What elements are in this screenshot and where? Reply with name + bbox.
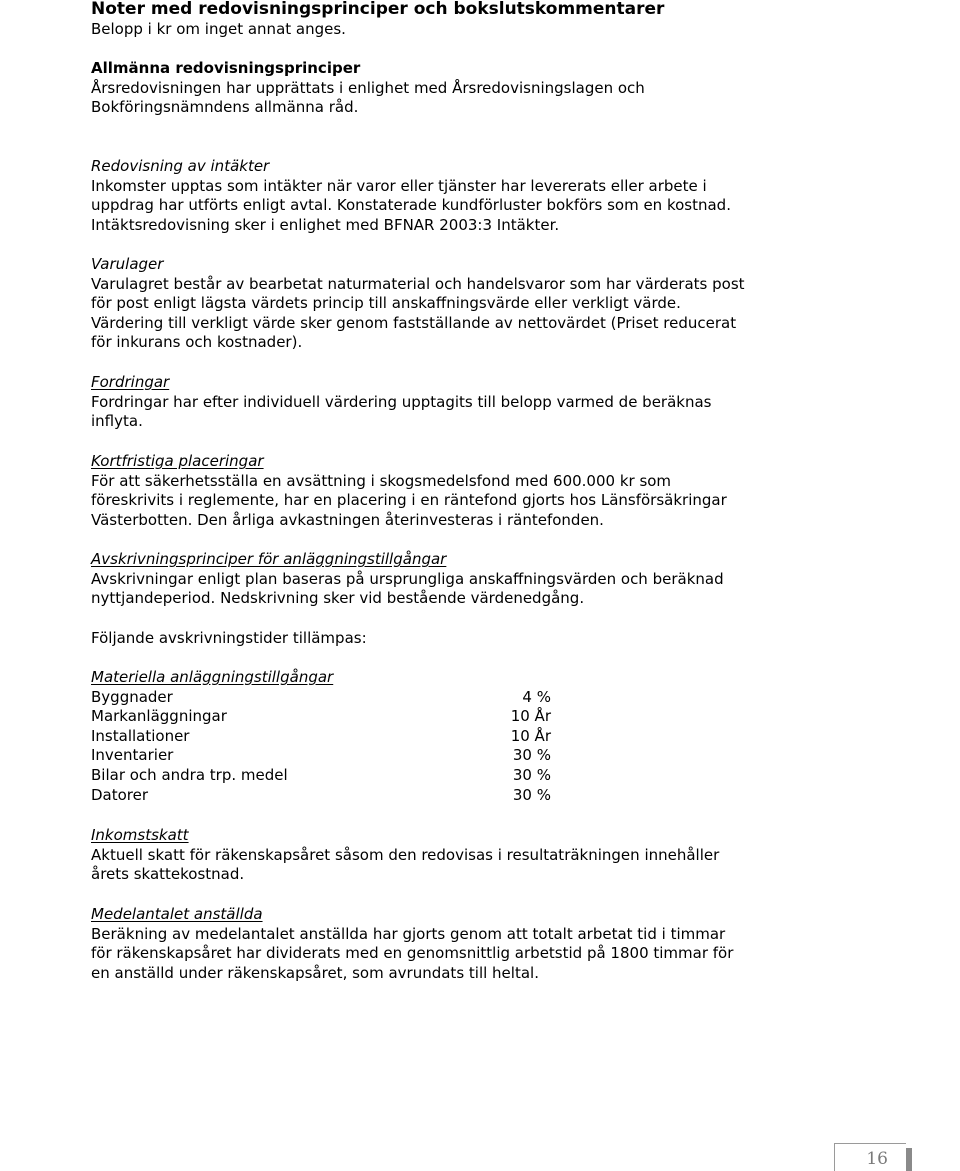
depreciation-row [91,688,551,708]
paragraph-line: Beräkning av medelantalet anställda har gjorts genom att totalt arbetat tid i timmar [91,924,726,943]
section-depreciation [91,550,851,609]
section-heading: Avskrivningsprinciper för anläggningstillgångar [91,550,447,568]
depreciation-schedule [91,668,851,805]
section-heading: Redovisning av intäkter [91,157,270,175]
paragraph-line: uppdrag har utförts enligt avtal. Konstaterade kundförluster bokförs som en kostnad. [91,196,731,215]
section-heading: Medelantalet anställda [91,905,263,923]
section-employees [91,905,851,983]
depreciation-row [91,766,551,786]
intro-text: Följande avskrivningstider tillämpas: [91,629,367,647]
depreciation-rate: 30 % [512,746,551,765]
paragraph-line: för räkenskapsåret har dividerats med en genomsnittlig arbetstid på 1800 timmar för [91,944,734,963]
document-subtitle: Belopp i kr om inget annat anges. [91,19,346,38]
section-heading: Allmänna redovisningsprinciper [91,59,361,77]
asset-name: Byggnader [91,687,173,706]
depreciation-rate: 4 % [522,687,551,706]
depreciation-rate: 10 År [510,726,551,745]
section-tax [91,826,851,885]
paragraph-line: Avskrivningar enligt plan baseras på ursprungliga anskaffningsvärden och beräknad [91,569,724,588]
paragraph-line: inflyta. [91,412,143,431]
paragraph-line: Intäktsredovisning sker i enlighet med BFNAR 2003:3 Intäkter. [91,215,560,234]
depreciation-rate: 30 % [512,765,551,784]
section-general [91,59,851,118]
paragraph-line: nyttjandeperiod. Nedskrivning sker vid bestående värdenedgång. [91,589,585,608]
page-number-box [834,1143,906,1171]
paragraph-line: årets skattekostnad. [91,865,245,884]
paragraph-line: en anställd under räkenskapsåret, som avrundats till heltal. [91,963,539,982]
paragraph-line: Värdering till verkligt värde sker genom fastställande av nettovärdet (Priset reducerat [91,313,737,332]
paragraph-line: Bokföringsnämndens allmänna råd. [91,98,359,117]
paragraph-line: Inkomster upptas som intäkter när varor eller tjänster har levererats eller arbete i [91,176,707,195]
paragraph-line: föreskrivits i reglemente, har en placering i en räntefond gjorts hos Länsförsäkringar [91,491,727,510]
depreciation-rate: 30 % [512,785,551,804]
paragraph-line: för post enligt lägsta värdets princip till anskaffningsvärde eller verkligt värde. [91,294,681,313]
asset-name: Inventarier [91,746,174,765]
paragraph-line: Årsredovisningen har upprättats i enlighet med Årsredovisningslagen och [91,78,645,97]
depreciation-row [91,707,551,727]
section-receivables [91,373,851,432]
asset-name: Installationer [91,726,190,745]
paragraph-line: Varulagret består av bearbetat naturmaterial och handelsvaror som har värderats post [91,274,745,293]
section-heading: Kortfristiga placeringar [91,452,264,470]
section-heading: Varulager [91,255,164,273]
section-revenue [91,157,851,235]
document-title: Noter med redovisningsprinciper och bokslutskommentarer [91,0,665,19]
depreciation-rate: 10 År [510,707,551,726]
paragraph-line: Fordringar har efter individuell värdering upptagits till belopp varmed de beräknas [91,392,712,411]
section-inventory [91,255,851,353]
page-number: 16 [866,1149,888,1169]
asset-name: Datorer [91,785,149,804]
section-short-term [91,452,851,530]
depreciation-table [91,688,551,806]
asset-name: Markanläggningar [91,707,227,726]
paragraph-line: för inkurans och kostnader). [91,333,303,352]
paragraph-line: Aktuell skatt för räkenskapsåret såsom den redovisas i resultaträkningen innehåller [91,845,720,864]
assets-heading: Materiella anläggningstillgångar [91,668,334,686]
section-heading: Fordringar [91,373,170,391]
asset-name: Bilar och andra trp. medel [91,765,288,784]
document-header [91,0,851,39]
paragraph-line: Västerbotten. Den årliga avkastningen återinvesteras i räntefonden. [91,510,604,529]
depreciation-row [91,786,551,806]
depreciation-row [91,746,551,766]
depreciation-intro [91,629,851,649]
section-heading: Inkomstskatt [91,826,189,844]
page-number-shadow [906,1148,912,1171]
depreciation-row [91,727,551,747]
paragraph-line: För att säkerhetsställa en avsättning i skogsmedelsfond med 600.000 kr som [91,471,672,490]
